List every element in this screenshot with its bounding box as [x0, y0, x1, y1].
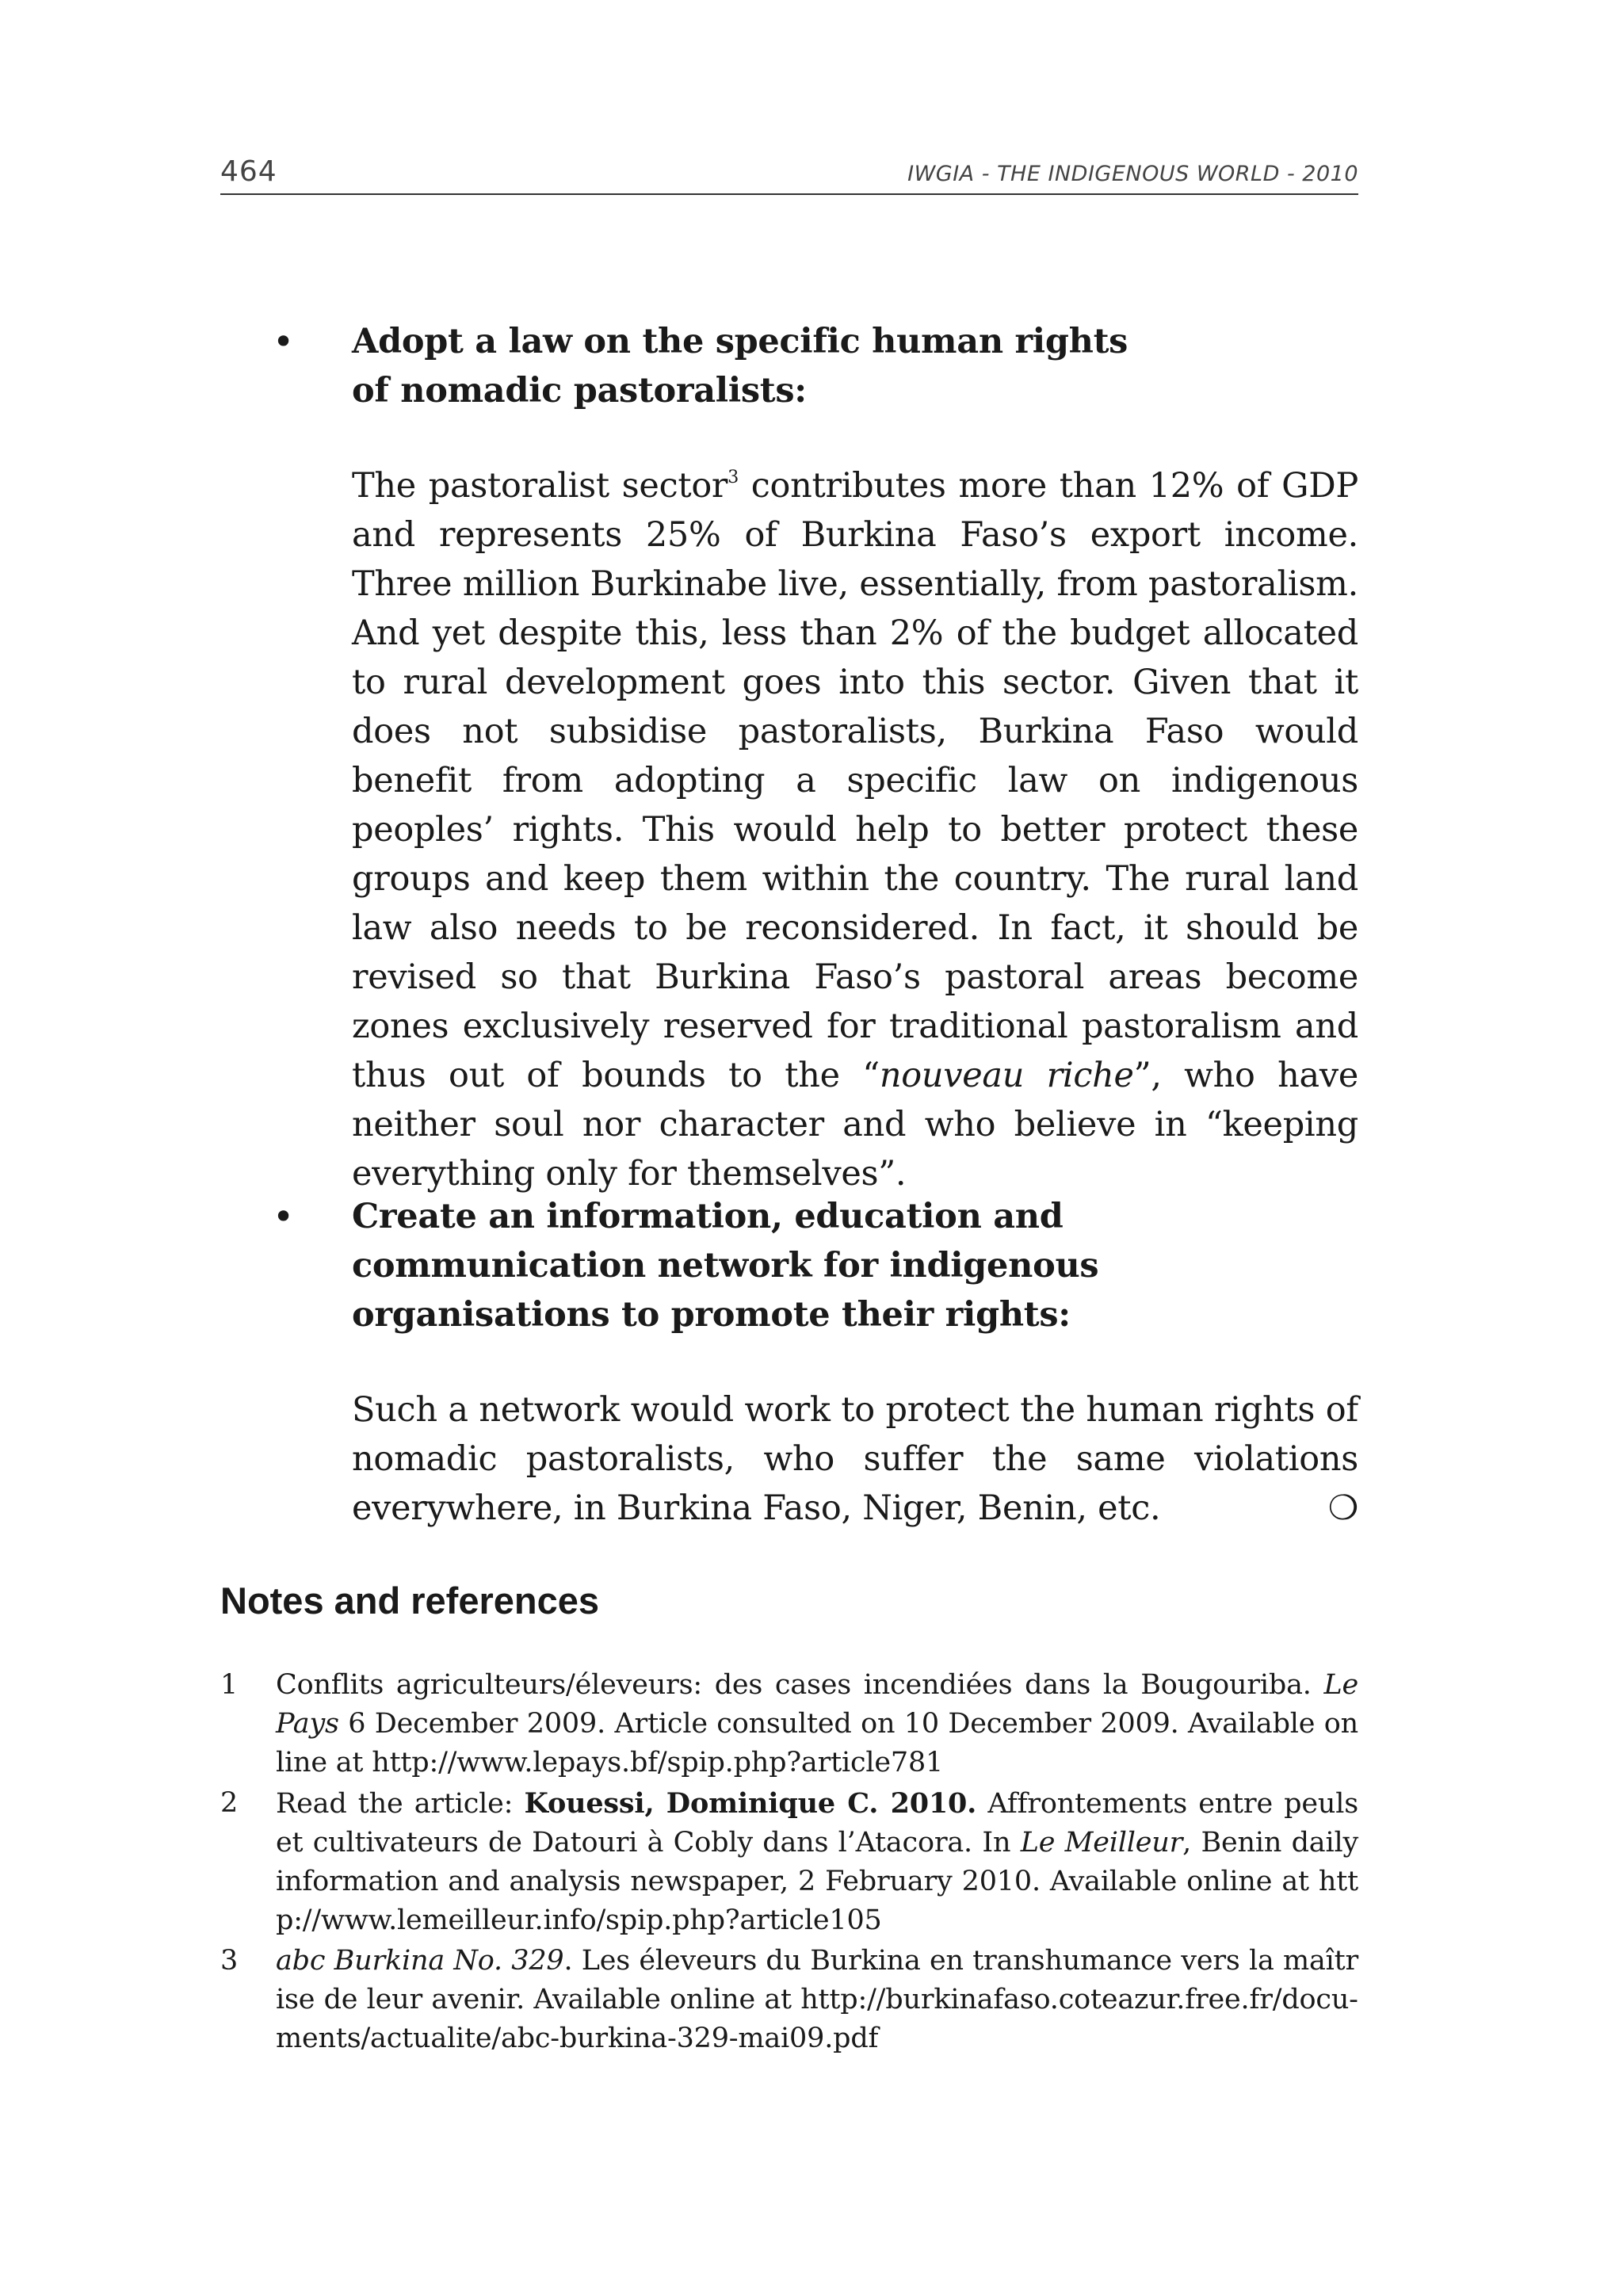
note-item	[220, 1784, 1358, 1940]
note-text-part: Conflits agriculteurs/éleveurs: des cases incendiées dans la Bougouriba.	[276, 1669, 1324, 1701]
note-text	[276, 1666, 1358, 1782]
section-heading: Adopt a law on the specific human rights of nomadic pastoralists:	[352, 322, 1128, 411]
section-body	[352, 461, 1358, 1198]
note-number: 2	[220, 1787, 239, 1819]
note-item	[220, 1942, 1358, 2058]
note-italic: Le Pays	[276, 1669, 1358, 1740]
note-italic: abc Burkina No. 329	[276, 1945, 564, 1977]
note-number: 1	[220, 1669, 239, 1701]
note-text-part: , Benin daily information and analysis newspaper, 2 February 2010. Available online at http://www.lemeilleur.info/spip.php?article105	[276, 1827, 1359, 1936]
bullet-marker: •	[273, 1195, 295, 1238]
notes-list	[220, 1666, 1358, 2060]
running-header	[220, 155, 1358, 195]
page-number: 464	[220, 155, 277, 188]
note-text	[276, 1942, 1358, 2058]
body-text: Such a network would work to protect the human rights of nomadic pastoralists, who suffer the same violations everywhere, in Burkina Faso, Niger, Benin, etc.	[352, 1390, 1358, 1528]
note-number: 3	[220, 1945, 239, 1977]
note-item	[220, 1666, 1358, 1782]
section-heading: Create an information, education and communication network for indigenous organisations to promote their rights:	[352, 1197, 1099, 1335]
footnote-ref[interactable]: 3	[727, 468, 739, 487]
notes-heading: Notes and references	[220, 1580, 600, 1622]
journal-title: IWGIA - THE INDIGENOUS WORLD - 2010	[907, 162, 1358, 186]
body-text: contributes more than 12% of GDP and represents 25% of Burkina Faso’s export income. Three million Burkinabe live, essentially, from pastoralism. And yet despite this, less than 2% of the budget allocated to rural development goes into this sector. Given that it does not subsidise pastoralists, Burkina Faso would benefit from adopting a specific law on indigenous peoples’ rights. This would help to better protect these groups and keep them within the country. The rural land law also needs to be reconsidered. In fact, it should be revised so that Burkina Faso’s pastoral areas become zones exclusively reserved for traditional pastoralism and thus out of bounds to the “	[352, 466, 1359, 1095]
bullet-marker: •	[273, 320, 295, 363]
bullet-section-law	[220, 317, 1358, 1198]
note-text-part: 6 December 2009. Article consulted on 10 December 2009. Available online at http://www.lepays.bf/spip.php?article781	[276, 1708, 1358, 1778]
note-text	[276, 1784, 1358, 1940]
section-body	[352, 1385, 1358, 1533]
note-text-part: . Les éleveurs du Burkina en transhumance vers la maîtrise de leur avenir. Available online at http://burkinafaso.coteazur.free.fr/documents/actualite/abc-burkina-329-mai09.pdf	[276, 1945, 1359, 2054]
italic-term: nouveau riche	[879, 1056, 1134, 1095]
note-author: Kouessi, Dominique C. 2010.	[524, 1787, 977, 1820]
bullet-section-network	[220, 1192, 1358, 1533]
note-text-part: Read the article:	[276, 1788, 525, 1820]
body-text: ”, who have neither soul nor character and who believe in “keeping everything only for themselves”.	[352, 1056, 1358, 1194]
end-of-article-mark: ❍	[1327, 1488, 1358, 1528]
body-text: The pastoralist sector	[352, 466, 728, 506]
note-text-part: Affrontements entre peuls et cultivateurs de Datouri à Cobly dans l’Atacora. In	[276, 1788, 1358, 1859]
note-italic: Le Meilleur	[1020, 1827, 1183, 1859]
